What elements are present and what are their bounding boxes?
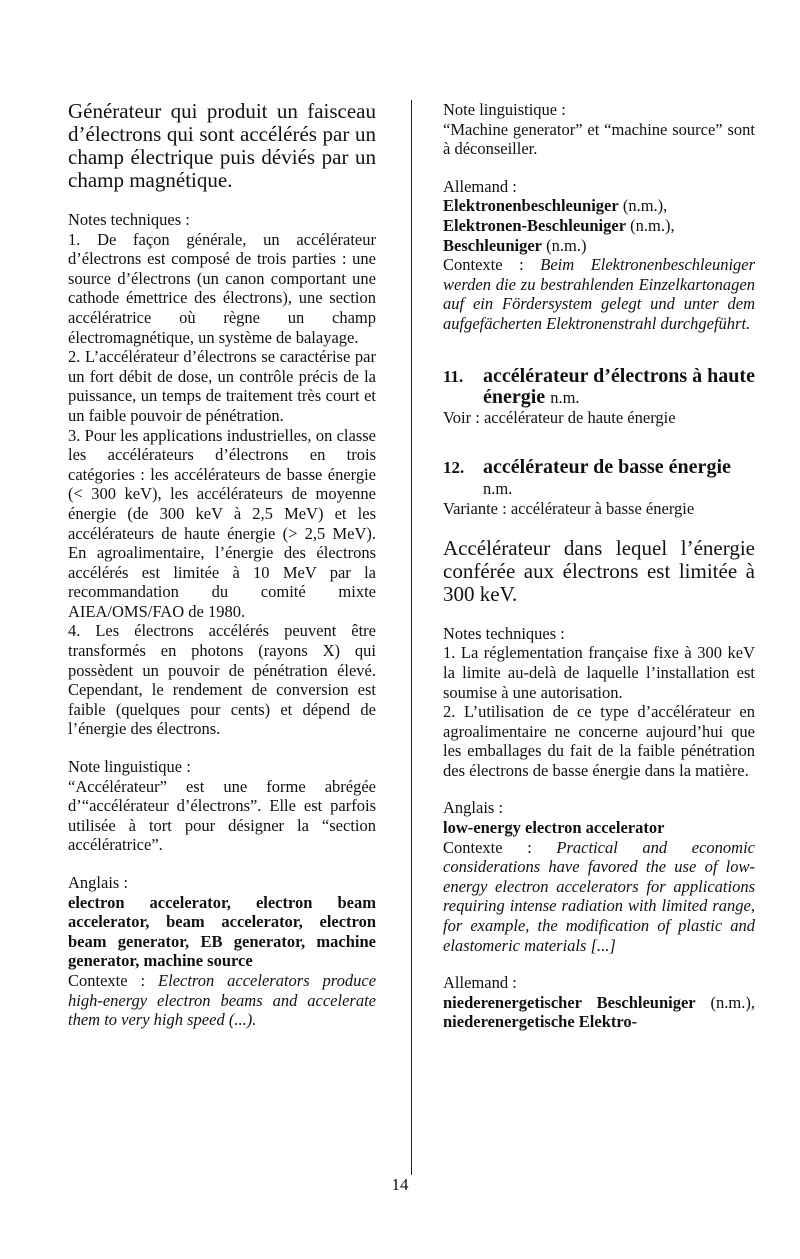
german-term-line <box>443 236 755 256</box>
german-terms <box>443 993 755 1032</box>
german-label: Allemand : <box>443 973 517 993</box>
technical-note: 2. L’utilisation de ce type d’accélérateur en agroalimentaire ne concerne aujourd’hui que les emballages du fait de la faible pénétration des électrons de basse énergie dans la matière. <box>443 702 755 780</box>
english-context <box>443 838 755 956</box>
english-term: low-energy electron accelerator <box>443 818 665 838</box>
entry-term-text: accélérateur de basse énergie <box>483 456 731 479</box>
german-context <box>443 255 755 333</box>
see-text: accélérateur de haute énergie <box>483 407 676 427</box>
german-term: Elektronenbeschleuniger <box>443 196 619 216</box>
german-term: niederenergetische Elektro- <box>443 1012 638 1032</box>
technical-note: 3. Pour les applications industrielles, on classe les accélérateurs d’électrons en trois catégories : les accélérateurs de basse énergie (< 300 keV), les accélérateurs de moyenne énergie (de 300 keV à 2,5 MeV) et les accélérateurs de haute énergie (> 2,5 MeV). En agroalimentaire, l’énergie des électrons accélérés est limitée à 10 MeV par la recommandation du comité mixte AIEA/OMS/FAO de 1980. <box>68 425 376 621</box>
english-label: Anglais : <box>68 873 129 892</box>
german-gram: (n.m.), <box>710 992 755 1012</box>
variant-text: accélérateur à basse énergie <box>510 499 695 519</box>
see-reference <box>443 408 755 428</box>
entry-term-text: accélérateur d’électrons à haute énergie <box>483 364 755 408</box>
variant <box>443 499 755 519</box>
definition: Générateur qui produit un faisceau d’électrons qui sont accélérés par un champ électrique puis déviés par un champ magnétique. <box>68 99 376 192</box>
linguistic-note: “Accélérateur” est une forme abrégée d’“accélérateur d’électrons”. Elle est parfois utilisée à tort pour désigner la “section accélératrice”. <box>68 776 376 855</box>
english-terms: electron accelerator, electron beam accelerator, beam accelerator, electron beam generator, EB generator, machine generator, machine source <box>68 892 376 971</box>
english-label: Anglais : <box>443 798 504 818</box>
page-number: 14 <box>391 1175 409 1194</box>
german-term-line <box>443 196 755 216</box>
context-text: Beim Elektronenbeschleuniger werden die zu bestrahlenden Einzelkartonagen auf ein Fördersystem gelegt und unter dem aufgefächerten Elektronenstrahl durchgeführt. <box>443 255 756 333</box>
german-label: Allemand : <box>443 176 517 196</box>
german-gram: (n.m.), <box>622 196 668 216</box>
see-label: Voir : <box>443 407 480 427</box>
german-gram: (n.m.), <box>630 215 675 235</box>
german-gram: (n.m.) <box>546 235 587 255</box>
entry-11 <box>443 366 755 428</box>
definition: Accélérateur dans lequel l’énergie conférée aux électrons est limitée à 300 keV. <box>443 535 755 606</box>
linguistic-note-label: Note linguistique : <box>443 100 566 119</box>
context-label: Contexte : <box>443 837 532 857</box>
entry-number: 11. <box>443 366 464 386</box>
notes-label: Notes techniques : <box>68 210 190 229</box>
context-label: Contexte : <box>443 255 524 275</box>
entry-heading <box>443 366 755 408</box>
technical-notes <box>68 230 376 739</box>
entry-gram: n.m. <box>550 387 580 407</box>
entry-term <box>483 366 755 408</box>
entry-heading <box>443 457 755 499</box>
technical-note: 1. De façon générale, un accélérateur d’électrons est composé de trois parties : une source d’électrons (un canon comportant une cathode émettrice des électrons), une section accélératrice où règne un champ électromagnétique, un système de balayage. <box>68 229 376 347</box>
right-column <box>443 100 755 1032</box>
linguistic-note-label: Note linguistique : <box>68 757 191 777</box>
entry-term <box>483 457 755 499</box>
column-divider <box>411 100 412 1175</box>
variant-label: Variante : <box>443 499 507 519</box>
context-text: Practical and economic considerations have favored the use of low-energy electron accelerators for applications requiring intense radiation with limited range, for example, the modification of plastic and elastomeric materials [...] <box>443 837 756 955</box>
english-context <box>68 971 376 1030</box>
german-term: Beschleuniger <box>443 235 542 255</box>
context-label: Contexte : <box>68 970 146 990</box>
linguistic-note: “Machine generator” et “machine source” sont à déconseiller. <box>443 119 755 159</box>
german-term: Elektronen-Beschleuniger <box>443 215 627 235</box>
german-term-line <box>443 216 755 236</box>
technical-note: 4. Les électrons accélérés peuvent être transformés en photons (rayons X) qui possèdent un pouvoir de pénétration élevé. Cependant, le rendement de conversion est faible (quelques pour cents) et dépend de l’énergie des électrons. <box>68 621 376 739</box>
notes-label: Notes techniques : <box>443 623 565 643</box>
context-text: Electron accelerators produce high-energy electron beams and accelerate them to very high speed (...). <box>68 970 377 1030</box>
german-term: niederenergetischer Beschleuniger <box>443 992 696 1012</box>
technical-note: 2. L’accélérateur d’électrons se caractérise par un fort débit de dose, un contrôle précis de la puissance, un temps de traitement très court et un faible pouvoir de pénétration. <box>68 347 376 425</box>
entry-number: 12. <box>443 458 465 478</box>
left-column <box>68 100 376 1030</box>
technical-note: 1. La réglementation française fixe à 300 keV la limite au-delà de laquelle l’installation est soumise à une autorisation. <box>443 643 755 702</box>
entry-gram: n.m. <box>483 479 513 499</box>
entry-12 <box>443 457 755 1032</box>
